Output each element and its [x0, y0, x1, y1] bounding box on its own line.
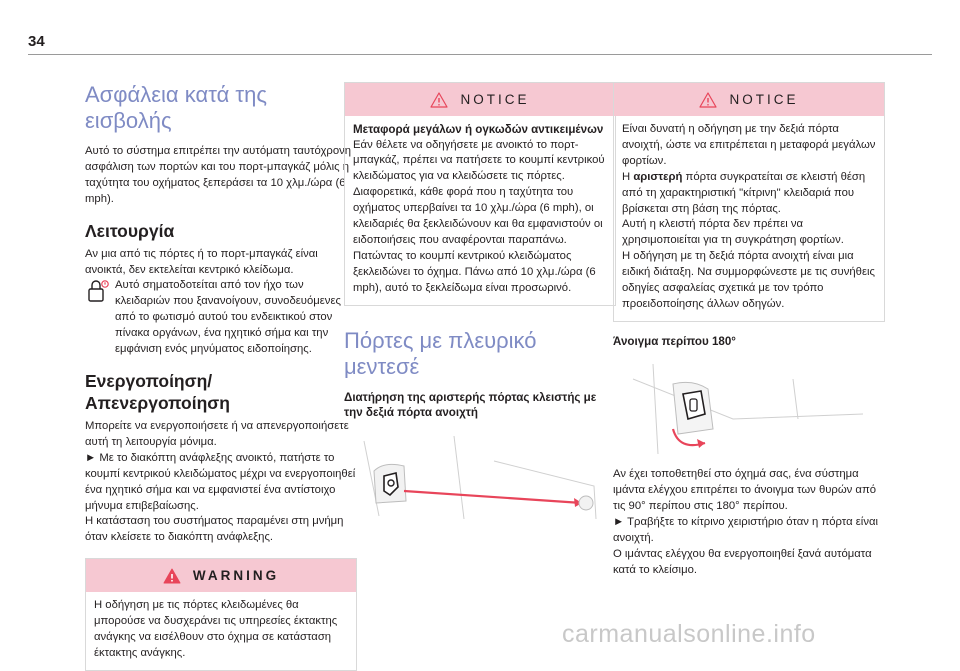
section-title-side-hinged-doors: Πόρτες με πλευρικό μεντεσέ: [344, 327, 537, 379]
activation-paragraph-3: Η κατάσταση του συστήματος παραμένει στη μνήμη όταν κλείσετε το διακόπτη ανάφλεξης.: [85, 515, 344, 544]
notice-title: NOTICE: [460, 91, 530, 107]
opening-180-subheading: Άνοιγμα περίπου 180°: [613, 334, 736, 348]
page-number: 34: [28, 33, 45, 50]
warning-triangle-icon: [430, 92, 448, 108]
notice-p2-start: Η: [622, 170, 634, 183]
column-middle: [344, 82, 616, 531]
warning-box: [85, 558, 357, 671]
warning-triangle-icon: [163, 568, 181, 584]
notice-paragraph-2: [622, 170, 876, 218]
watermark: carmanualsonline.info: [562, 620, 816, 648]
warning-text: Η οδήγηση με τις πόρτες κλειδωμένες θα μπορούσε να δυσχεράνει τις υπηρεσίες έκτακτης ανάγκης να εισέλθουν στο όχημα σε κατάσταση έκτακτης ανάγκης.: [94, 599, 338, 659]
notice-header: [614, 83, 884, 116]
notice-paragraph-3: Αυτή η κλειστή πόρτα δεν πρέπει να χρησιμοποιείται για τη συγκράτηση φορτίων.: [622, 218, 844, 247]
section-title-anti-intrusion: Ασφάλεια κατά της εισβολής: [85, 82, 267, 133]
warning-header: [86, 559, 356, 592]
warning-title: WARNING: [192, 567, 280, 583]
activation-paragraph-1: Μπορείτε να ενεργοποιήσετε ή να απενεργοποιήσετε αυτή τη λειτουργία μόνιμα.: [85, 419, 349, 448]
notice-p2-end: πόρτα συγκρατείται σε κλειστή θέση από τη χαρακτηριστική "κίτρινη" κλειδαριά που βρίσκεται στη βάση της πόρτας.: [622, 170, 866, 215]
padlock-warning-icon: [85, 278, 109, 304]
operation-paragraph-2: Αυτό σηματοδοτείται από τον ήχο των κλειδαριών που ξανανοίγουν, συνοδευόμενες από το φωτισμό αυτού του ενδεικτικού στον πίνακα οργάνων, ένα ηχητικό σήμα και την εμφάνιση ενός μηνύματος ειδοποίησης.: [115, 279, 341, 356]
notice-box-open-door: [613, 82, 885, 322]
notice-text: Εάν θέλετε να οδηγήσετε με ανοικτό το πορτ-μπαγκάζ, πρέπει να πατήσετε το κουμπί κεντρικού κλειδώματος για να κλειδώσετε τις πόρτες. Διαφορετικά, κάθε φορά που η ταχύτητα του οχήματος υπερβαίνει τα 10 χλμ./ώρα (6 mph), οι κλειδαριές θα ξεκλειδώνουν και θα εμφανιστούν οι ειδοποιήσεις που αναφέρονται παραπάνω. Πατώντας το κουμπί κεντρικού κλειδώματος ξεκλειδώνει το όχημα. Πάνω από 10 χλμ./ώρα (6 mph), αυτό το ξεκλείδωμα είναι προσωρινό.: [353, 138, 605, 294]
operation-paragraph-1: Αν μια από τις πόρτες ή το πορτ-μπαγκάζ είναι ανοικτά, δεν εκτελείται κεντρικό κλείδωμα.: [85, 247, 318, 276]
heading-activation: Ενεργοποίηση/ Απενεργοποίηση: [85, 370, 230, 413]
notice-header: [345, 83, 615, 116]
door-lock-illustration: [344, 431, 614, 523]
top-divider: [28, 54, 932, 55]
intro-paragraph: Αυτό το σύστημα επιτρέπει την αυτόματη ταυτόχρονη ασφάλιση των πορτών και του πορτ-μπαγκάζ μόλις η ταχύτητα του οχήματος ξεπεράσει τα 10 χλμ./ώρα (6 mph).: [85, 145, 352, 205]
heading-operation: Λειτουργία: [85, 220, 175, 241]
strap-paragraph-2: ► Τραβήξτε το κίτρινο χειριστήριο όταν η πόρτα είναι ανοιχτή.: [613, 516, 879, 544]
column-right: [613, 82, 885, 579]
notice-paragraph-4: Η οδήγηση με τη δεξιά πόρτα ανοιχτή είναι μια ειδική διάταξη. Να συμμορφώνεστε με τις συνήθεις οδηγίες ασφαλείας σχετικά με τον τρόπο προειδοποίησης άλλων οδηγών.: [622, 250, 875, 310]
notice-title: NOTICE: [729, 91, 799, 107]
column-left: [85, 82, 357, 671]
indicator-line: [85, 278, 357, 358]
strap-paragraph-1: Αν έχει τοποθετηθεί στο όχημά σας, ένα σύστημα ιμάντα ελέγχου επιτρέπει το άνοιγμα των θυρών από τις 90° περίπου στις 180° περίπου.: [613, 468, 877, 513]
warning-triangle-icon: [699, 92, 717, 108]
notice-paragraph-1: Είναι δυνατή η οδήγηση με την δεξιά πόρτα ανοιχτή, ώστε να επιτρέπεται η μεταφορά μεγάλων φορτίων.: [622, 123, 876, 167]
activation-paragraph-2: ► Με το διακόπτη ανάφλεξης ανοικτό, πατήστε το κουμπί κεντρικού κλειδώματος μέχρι να ενεργοποιηθεί ένα ηχητικό σήμα και να εμφανιστεί ένα αντίστοιχο μήνυμα επιβεβαίωσης.: [85, 451, 356, 512]
notice-p2-bold: αριστερή: [633, 170, 683, 183]
left-door-closed-subheading: Διατήρηση της αριστερής πόρτας κλειστής με την δεξιά πόρτα ανοιχτή: [344, 390, 597, 420]
door-strap-illustration: [613, 359, 883, 459]
strap-paragraph-3: Ο ιμάντας ελέγχου θα ενεργοποιηθεί ξανά αυτόματα κατά το κλείσιμο.: [613, 547, 872, 576]
notice-box-loads: [344, 82, 616, 306]
notice-subheading: Μεταφορά μεγάλων ή ογκωδών αντικειμένων: [353, 123, 604, 136]
